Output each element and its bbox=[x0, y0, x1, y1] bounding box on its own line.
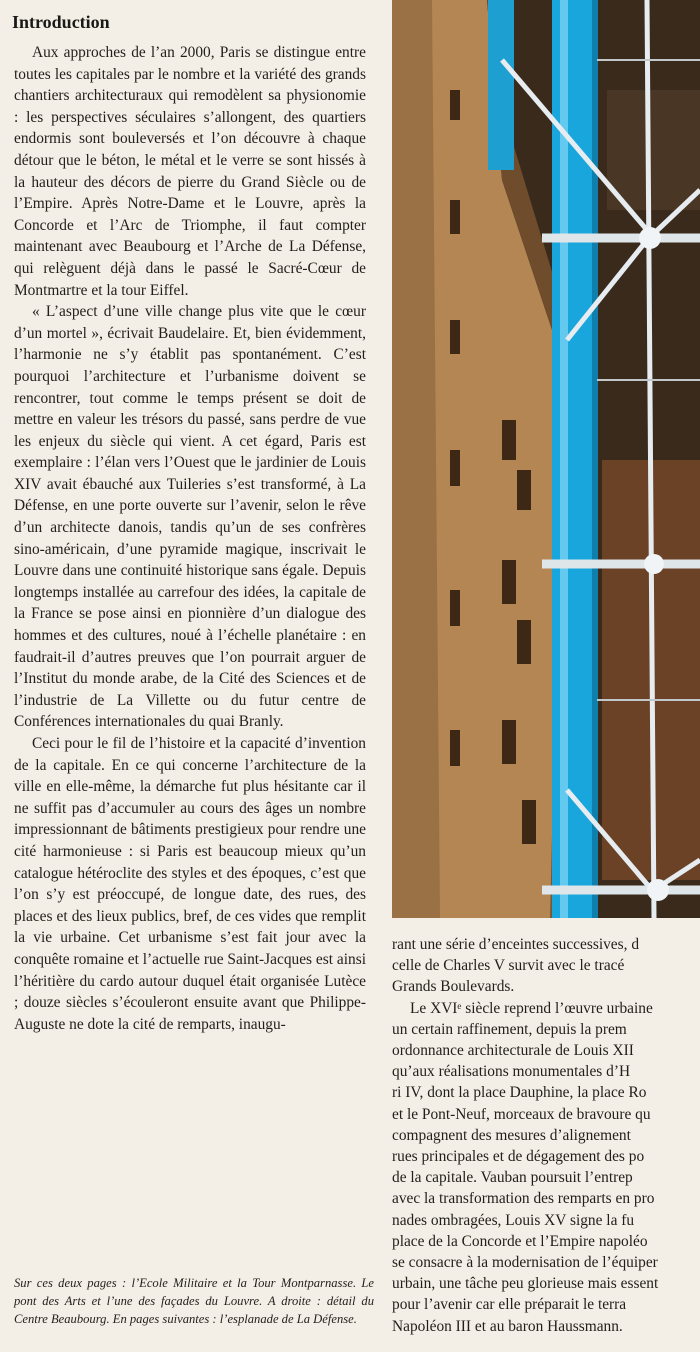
beaubourg-illustration bbox=[392, 0, 700, 918]
right-line: urbain, une tâche peu glorieuse mais essent bbox=[392, 1275, 659, 1293]
right-line: qu’aux réalisations monumentales d’H bbox=[392, 1063, 631, 1081]
right-line: rues principales et de dégagement des po bbox=[392, 1148, 645, 1166]
right-line: Napoléon III et au baron Haussmann. bbox=[392, 1317, 623, 1335]
right-line: rant une série d’enceintes successives, d bbox=[392, 936, 640, 953]
right-line: se consacre à la modernisation de l’équiper bbox=[392, 1254, 658, 1272]
right-line: avec la transformation des remparts en pro bbox=[392, 1190, 655, 1208]
right-line: un certain raffinement, depuis la prem bbox=[392, 1020, 627, 1038]
section-heading: Introduction bbox=[12, 12, 110, 32]
right-line: compagnent des mesures d’alignement bbox=[392, 1126, 631, 1144]
right-line: place de la Concorde et l’Empire napoléo bbox=[392, 1232, 648, 1250]
right-line: celle de Charles V survit avec le tracé bbox=[392, 957, 625, 975]
right-line: et le Pont-Neuf, morceaux de bravoure qu bbox=[392, 1105, 651, 1123]
paragraph-3: Ceci pour le fil de l’histoire et la capacité d’invention de la capitale. En ce qui concerne l’architecture de la ville en elle-même, la démarche fut plus hésitante car il ne suffit pas d’accumuler au cours des âges un nombre impressionnant de bâtiments prestigieux pour rendre une cité harmonieuse : si Paris est beaucoup mieux qu’un catalogue hétéroclite des styles et des époques, c’est que l’on s’y est préoccupé, de longue date, des rues, des places et des lieux publics, bref, de ces vides que remplit la vie urbaine. Cet urbanisme s’est fait jour avec la conquête romaine et l’actuelle rue Saint-Jacques est ainsi l’héritière du cardo autour duquel était organisée Lutèce ; douze siècles s’écouleront ensuite avant que Philippe-Auguste ne dote la cité de remparts, inaugu- bbox=[14, 735, 366, 1033]
right-line: pour l’avenir car elle préparait le terra bbox=[392, 1296, 627, 1314]
right-line: ordonnance architecturale de Louis XII bbox=[392, 1042, 634, 1060]
right-line: de la capitale. Vauban poursuit l’entrep bbox=[392, 1169, 633, 1187]
photo-caption: Sur ces deux pages : l’Ecole Militaire et la Tour Montparnasse. Le pont des Arts et l’une des façades du Louvre. A droite : détail du Centre Beaubourg. En pages suivantes : l’esplanade de La Défense. bbox=[14, 1276, 374, 1326]
right-line: Grands Boulevards. bbox=[392, 978, 515, 996]
paragraph-2: « L’aspect d’une ville change plus vite que le cœur d’un mortel », écrivait Baudelaire. Et, bien évidemment, l’harmonie ne s’y établit pas spontanément. C’est pourquoi l’architecture et l’urbanisme doivent se rencontrer, tout comme le temps présent se doit de mettre en valeur les trésors du passé, sans perdre de vue les enjeux du siècle qui vient. A cet égard, Paris est exemplaire : l’élan vers l’Ouest que le jardinier de Louis XIV avait ébauché aux Tuileries s’est transformé, à La Défense, en une porte ouverte sur l’avenir, selon le rêve d’un architecte danois, tandis qu’un de ses confrères sino-américain, d’une pyramide magique, inscrivait le Louvre dans une continuité historique sans égale. Depuis longtemps installée au carrefour des idées, la capitale de la France se pose ainsi en pionnière d’un dialogue des hommes et des cultures, noué à l’échelle planétaire : en faudrait-il d’autres preuves que l’on pourrait arguer de l’Institut du monde arabe, de la Cité des Sciences et de l’industrie de La Villette ou du futur centre de Conférences internationales du quai Branly. bbox=[14, 303, 366, 731]
paragraph-1: Aux approches de l’an 2000, Paris se distingue entre toutes les capitales par le nombre et la variété des grands chantiers architecturaux qui remodèlent sa physionomie : les perspectives séculaires s’allongent, des quartiers endormis sont bouleversés et l’on découvre à chaque détour que le béton, le métal et le verre se sont hissés à la hauteur des décors de pierre du Grand Siècle ou de l’Empire. Après Notre-Dame et le Louvre, après la Concorde et l’Arc de Triomphe, il faut compter maintenant avec Beaubourg et l’Arche de La Défense, qui relèguent déjà dans le passé le Sacré-Cœur de Montmartre et la tour Eiffel. bbox=[14, 44, 366, 299]
right-line: Le XVIᵉ siècle reprend l’œuvre urbaine bbox=[410, 999, 653, 1017]
right-line: nades ombragées, Louis XV signe la fu bbox=[392, 1211, 635, 1229]
left-text-column bbox=[14, 42, 366, 1035]
right-text-column bbox=[392, 934, 700, 1337]
right-line: ri IV, dont la place Dauphine, la place Ro bbox=[392, 1084, 647, 1102]
beaubourg-photo bbox=[392, 0, 700, 918]
